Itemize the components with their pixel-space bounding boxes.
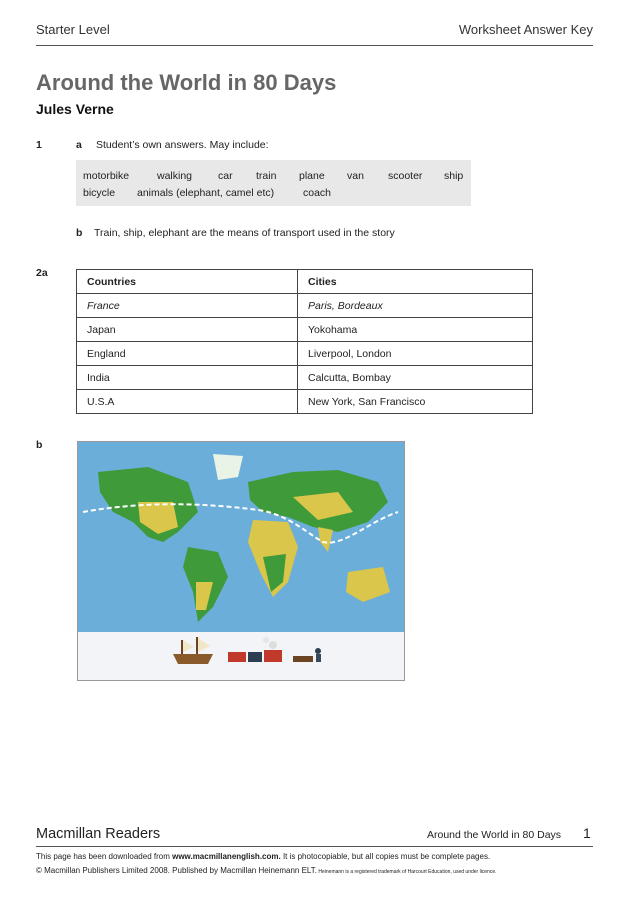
table-cell-cities: Calcutta, Bombay	[298, 366, 533, 390]
question-1-number: 1	[36, 139, 42, 151]
table-row	[77, 390, 533, 414]
table-cell-cities: Liverpool, London	[298, 342, 533, 366]
page-number: 1	[583, 825, 591, 841]
table-cell-cities: Yokohama	[298, 318, 533, 342]
answer-word: scooter	[388, 170, 423, 182]
answer-word: animals (elephant, camel etc)	[137, 187, 275, 199]
footer-book-title: Around the World in 80 Days	[427, 829, 562, 841]
question-2a-number: 2a	[36, 267, 48, 279]
world-map-illustration	[77, 441, 405, 681]
table-header-countries: Countries	[77, 270, 298, 294]
answer-word: walking	[157, 170, 193, 182]
countries-cities-table	[76, 269, 533, 414]
question-1a-text: Student’s own answers. May include:	[96, 139, 269, 151]
answer-word: car	[218, 170, 233, 182]
table-row	[77, 342, 533, 366]
table-cell-country: France	[77, 294, 298, 318]
answer-word: bicycle	[83, 187, 116, 199]
table-header-cities: Cities	[298, 270, 533, 294]
table-cell-country: India	[77, 366, 298, 390]
table-header-row	[77, 270, 533, 294]
table-row	[77, 366, 533, 390]
footer-copyright: © Macmillan Publishers Limited 2008. Published by Macmillan Heinemann ELT.	[36, 866, 317, 875]
question-1b-text: Train, ship, elephant are the means of transport used in the story	[94, 227, 395, 239]
answer-word: motorbike	[83, 170, 130, 182]
question-2b-label: b	[36, 439, 43, 451]
table-row	[77, 294, 533, 318]
table-cell-country: Japan	[77, 318, 298, 342]
answer-word-box	[76, 160, 471, 206]
footer-trademark: Heinemann is a registered trademark of Harcourt Education, used under licence.	[317, 869, 497, 875]
footer-divider	[36, 846, 593, 847]
world-map-graphic	[78, 442, 404, 680]
page-title: Around the World in 80 Days	[36, 70, 337, 95]
answer-word: train	[256, 170, 277, 182]
table-cell-cities: New York, San Francisco	[298, 390, 533, 414]
header-divider	[36, 45, 593, 46]
footer-copy-line-2	[36, 866, 497, 875]
table-cell-cities: Paris, Bordeaux	[298, 294, 533, 318]
question-1a-label: a	[76, 139, 82, 151]
table-cell-country: England	[77, 342, 298, 366]
answer-word: plane	[299, 170, 325, 182]
answer-word: ship	[444, 170, 464, 182]
footer-line1-suffix: It is photocopiable, but all copies must be complete pages.	[280, 852, 491, 861]
footer-line1-prefix: This page has been downloaded from	[36, 852, 173, 861]
answer-word: coach	[303, 187, 332, 199]
level-label: Starter Level	[36, 22, 110, 37]
answer-word: van	[347, 170, 364, 182]
footer-copy-line-1	[36, 852, 490, 861]
author-name: Jules Verne	[36, 101, 114, 117]
footer-website-link[interactable]: www.macmillanenglish.com.	[172, 852, 281, 861]
table-cell-country: U.S.A	[77, 390, 298, 414]
question-1b-label: b	[76, 227, 83, 239]
answer-key-label: Worksheet Answer Key	[458, 22, 593, 37]
publisher-brand: Macmillan Readers	[36, 826, 161, 842]
table-row	[77, 318, 533, 342]
